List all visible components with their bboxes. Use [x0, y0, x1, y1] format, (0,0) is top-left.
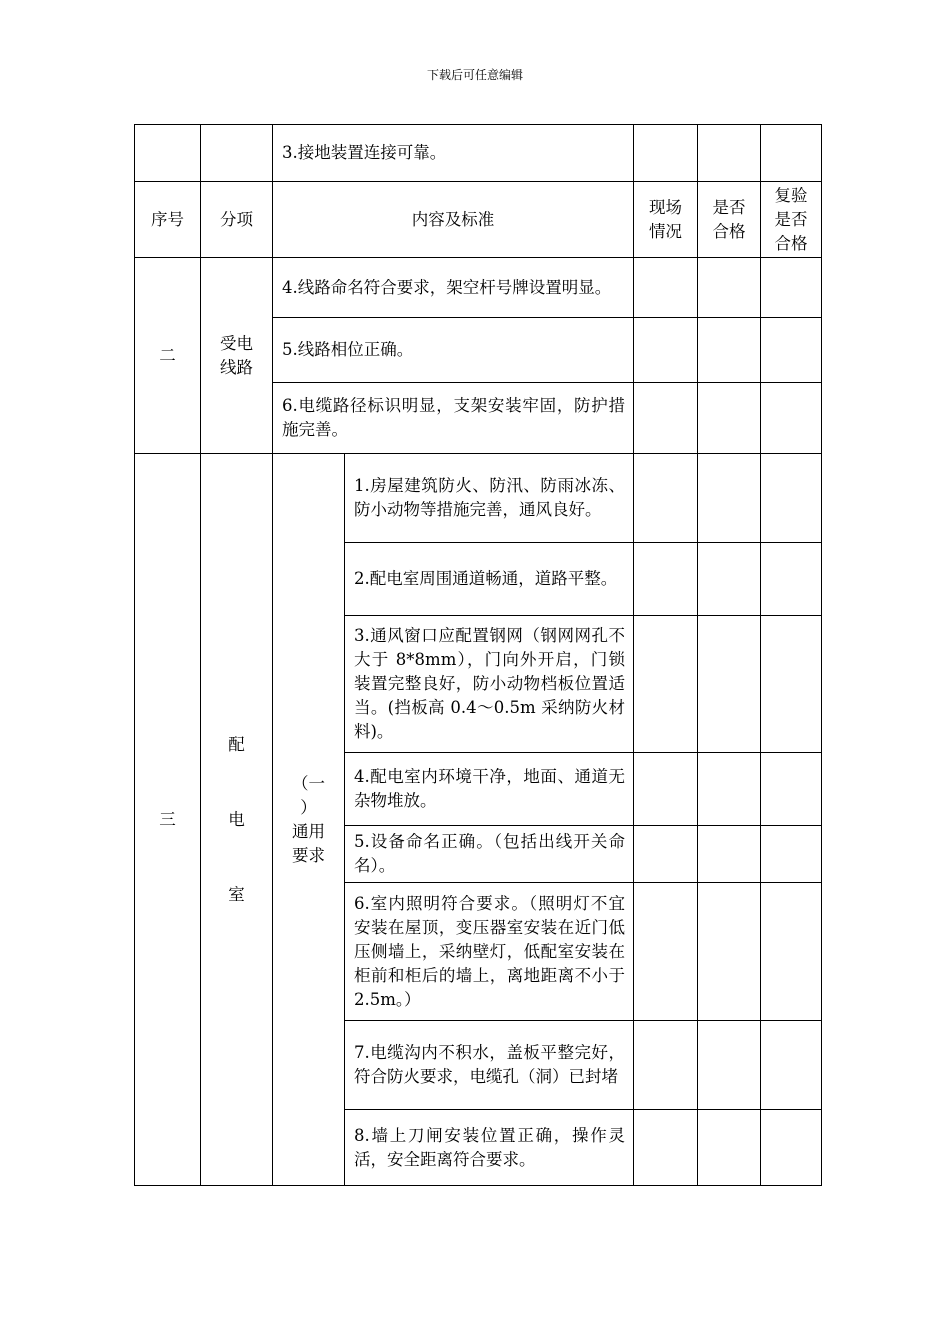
pass-cell — [698, 1110, 761, 1186]
pass-cell — [698, 883, 761, 1021]
pass-cell — [698, 125, 761, 182]
recheck-cell — [761, 753, 822, 826]
section-item-char: 配 — [228, 734, 245, 754]
site-cell — [634, 616, 698, 753]
content-cell: 4.线路命名符合要求，架空杆号牌设置明显。 — [273, 258, 634, 318]
page-header: 下载后可任意编辑 — [426, 68, 523, 82]
section-item — [201, 454, 273, 1186]
pass-cell — [698, 258, 761, 318]
pass-cell — [698, 454, 761, 543]
recheck-cell — [761, 383, 822, 454]
pass-cell — [698, 826, 761, 883]
empty-cell — [135, 125, 201, 182]
site-cell — [634, 543, 698, 616]
section-item-char: 电 — [228, 809, 245, 829]
recheck-cell — [761, 318, 822, 383]
pass-cell — [698, 318, 761, 383]
table-row — [135, 125, 822, 182]
content-cell: 3.接地装置连接可靠。 — [273, 125, 634, 182]
content-cell: 4.配电室内环境干净，地面、通道无杂物堆放。 — [345, 753, 634, 826]
site-cell — [634, 1021, 698, 1110]
content-cell: 6.电缆路径标识明显，支架安装牢固，防护措施完善。 — [273, 383, 634, 454]
section-item-char: 室 — [228, 884, 245, 904]
pass-cell — [698, 616, 761, 753]
site-cell — [634, 383, 698, 454]
pass-cell — [698, 543, 761, 616]
pass-cell — [698, 753, 761, 826]
recheck-cell — [761, 543, 822, 616]
content-cell: 1.房屋建筑防火、防汛、防雨冰冻、防小动物等措施完善，通风良好。 — [345, 454, 634, 543]
section-no: 三 — [135, 454, 201, 1186]
table-row — [135, 258, 822, 318]
site-cell — [634, 318, 698, 383]
header-recheck: 复验 是否 合格 — [761, 182, 822, 258]
recheck-cell — [761, 1110, 822, 1186]
empty-cell — [201, 125, 273, 182]
inspection-table — [134, 124, 822, 1186]
recheck-cell — [761, 883, 822, 1021]
sub-section: （一 ） 通用 要求 — [273, 454, 345, 1186]
content-cell: 5.线路相位正确。 — [273, 318, 634, 383]
pass-cell — [698, 383, 761, 454]
pass-cell — [698, 1021, 761, 1110]
recheck-cell — [761, 454, 822, 543]
content-cell: 2.配电室周围通道畅通，道路平整。 — [345, 543, 634, 616]
header-row — [135, 182, 822, 258]
recheck-cell — [761, 1021, 822, 1110]
header-item: 分项 — [201, 182, 273, 258]
header-site: 现场 情况 — [634, 182, 698, 258]
content-cell: 8.墙上刀闸安装位置正确，操作灵活，安全距离符合要求。 — [345, 1110, 634, 1186]
site-cell — [634, 883, 698, 1021]
site-cell — [634, 258, 698, 318]
section-no: 二 — [135, 258, 201, 454]
content-cell: 5.设备命名正确。（包括出线开关命名）。 — [345, 826, 634, 883]
site-cell — [634, 1110, 698, 1186]
header-pass: 是否 合格 — [698, 182, 761, 258]
content-cell: 7.电缆沟内不积水，盖板平整完好，符合防火要求，电缆孔（洞）已封堵 — [345, 1021, 634, 1110]
recheck-cell — [761, 258, 822, 318]
content-cell: 6.室内照明符合要求。（照明灯不宜安装在屋顶，变压器室安装在近门低压侧墙上，采纳壁灯，低配室安装在柜前和柜后的墙上，离地距离不小于 2.5m。） — [345, 883, 634, 1021]
recheck-cell — [761, 125, 822, 182]
site-cell — [634, 125, 698, 182]
table-row — [135, 454, 822, 543]
site-cell — [634, 454, 698, 543]
recheck-cell — [761, 616, 822, 753]
site-cell — [634, 753, 698, 826]
content-cell: 3.通风窗口应配置钢网（钢网网孔不大于 8*8mm），门向外开启，门锁装置完整良好，防小动物档板位置适当。(挡板高 0.4～0.5m 采纳防火材料)。 — [345, 616, 634, 753]
site-cell — [634, 826, 698, 883]
section-item: 受电 线路 — [201, 258, 273, 454]
recheck-cell — [761, 826, 822, 883]
header-no: 序号 — [135, 182, 201, 258]
header-content: 内容及标准 — [273, 182, 634, 258]
